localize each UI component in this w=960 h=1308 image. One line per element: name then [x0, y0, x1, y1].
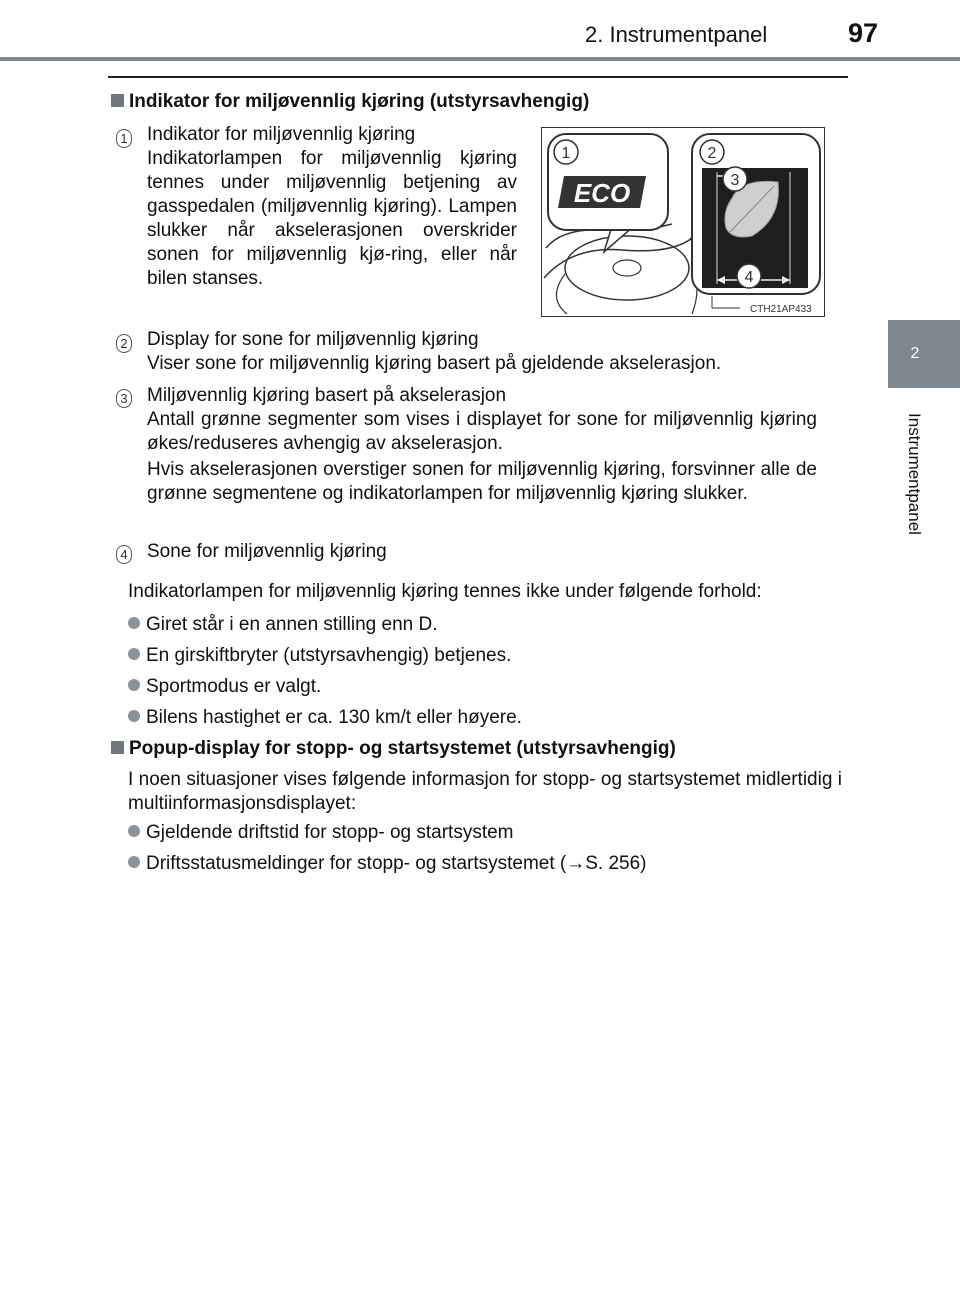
callout-label-1: 1: [561, 145, 571, 162]
item-number-4: 4: [116, 545, 132, 564]
callout-label-3: 3: [730, 172, 740, 189]
bullet-item: [128, 822, 514, 844]
bullet-item: [128, 853, 647, 875]
item-title-3: Miljøvennlig kjøring basert på akselerasjon: [147, 385, 507, 406]
steering-hub: [613, 260, 641, 276]
chapter-tab-number: 2: [910, 345, 920, 362]
bullet-text: En girskiftbryter (utstyrsavhengig) betjenes.: [146, 645, 512, 666]
square-bullet-icon: [111, 94, 124, 107]
bullet-text: Driftsstatusmeldinger for stopp- og startsystemet (→S. 256): [146, 853, 647, 874]
section-heading-eco: [111, 91, 589, 113]
section-heading-text: Indikator for miljøvennlig kjøring (utstyrsavhengig): [129, 91, 590, 112]
page-number: 97: [848, 18, 879, 48]
dashboard-outline: [556, 274, 567, 314]
header-rule: [108, 76, 848, 78]
bullet-text: Bilens hastighet er ca. 130 km/t eller høyere.: [146, 707, 522, 728]
square-bullet-icon: [111, 741, 124, 754]
illustration-svg: [542, 128, 824, 316]
bullet-item: [128, 645, 511, 667]
eco-note: Indikatorlampen for miljøvennlig kjøring tennes ikke under følgende forhold:: [128, 581, 762, 602]
header-section-title: 2. Instrumentpanel: [585, 22, 768, 47]
item-body-1: Indikatorlampen for miljøvennlig kjøring tennes under miljøvennlig betjening av gasspedalen (miljøvennlig kjøring). Lampen slukker når akselerasjonen overskrider sonen for miljøvennlig kjø-ring, eller når bilen stanses.: [147, 148, 517, 289]
header-bar: [0, 57, 960, 61]
item-number-1: 1: [116, 129, 132, 148]
item-body-3: Antall grønne segmenter som vises i displayet for sone for miljøvennlig kjøring økes/reduseres avhengig av akselerasjon.: [147, 409, 817, 454]
illustration-code: CTH21AP433: [750, 304, 812, 315]
section-heading-popup: [111, 738, 676, 760]
eco-indicator-illustration: [541, 127, 825, 317]
item-title-1: Indikator for miljøvennlig kjøring: [147, 124, 416, 145]
item-title-2: Display for sone for miljøvennlig kjøring: [147, 329, 479, 350]
steering-wheel: [565, 236, 689, 300]
callout-label-4: 4: [744, 269, 754, 286]
bullet-dot-icon: [128, 825, 140, 837]
bullet-dot-icon: [128, 617, 140, 629]
item-number-3: 3: [116, 389, 132, 408]
item-body-3b: Hvis akselerasjonen overstiger sonen for miljøvennlig kjøring, forsvinner alle de grønne segmentene og indikatorlampen for miljøvennlig kjøring slukker.: [147, 459, 817, 504]
bullet-text: Sportmodus er valgt.: [146, 676, 322, 697]
section-heading-text: Popup-display for stopp- og startsystemet (utstyrsavhengig): [129, 738, 676, 759]
bullet-item: [128, 614, 438, 636]
chapter-tab-label: Instrumentpanel: [905, 413, 924, 535]
item-title-4: Sone for miljøvennlig kjøring: [147, 541, 387, 562]
bullet-item: [128, 676, 321, 698]
callout-label-2: 2: [707, 145, 717, 162]
popup-intro: I noen situasjoner vises følgende informasjon for stopp- og startsystemet midlertidig i multiinformasjonsdisplayet:: [128, 769, 842, 814]
item-number-2: 2: [116, 334, 132, 353]
bullet-dot-icon: [128, 710, 140, 722]
bullet-item: [128, 707, 522, 729]
bullet-dot-icon: [128, 648, 140, 660]
bullet-text: Gjeldende driftstid for stopp- og startsystem: [146, 822, 514, 843]
item-body-2: Viser sone for miljøvennlig kjøring basert på gjeldende akselerasjon.: [147, 353, 722, 374]
eco-label: ECO: [573, 178, 631, 208]
bullet-dot-icon: [128, 679, 140, 691]
bullet-dot-icon: [128, 856, 140, 868]
bullet-text: Giret står i en annen stilling enn D.: [146, 614, 438, 635]
